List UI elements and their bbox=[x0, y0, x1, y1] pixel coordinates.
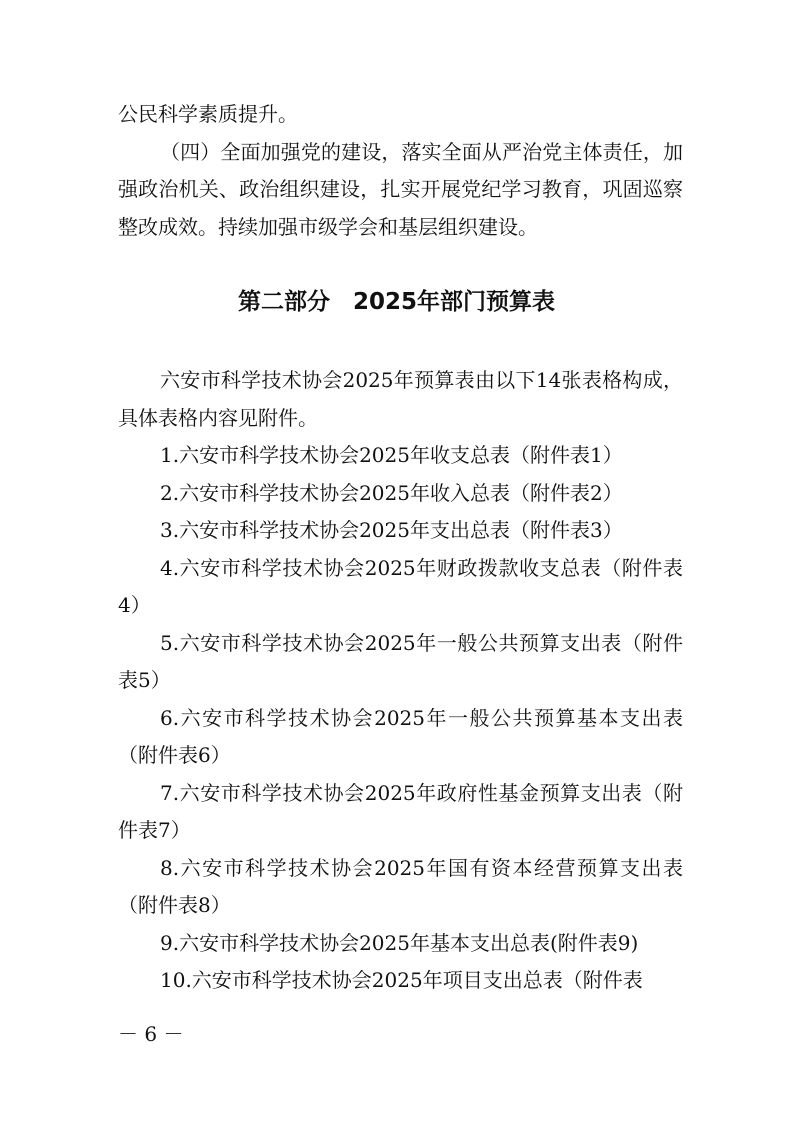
intro-paragraph: 六安市科学技术协会2025年预算表由以下14张表格构成，具体表格内容见附件。 bbox=[118, 368, 683, 430]
list-item: 7.六安市科学技术协会2025年政府性基金预算支出表（附件表7） bbox=[118, 780, 683, 842]
section-title: 第二部分 2025年部门预算表 bbox=[237, 289, 555, 315]
list-item: 2.六安市科学技术协会2025年收入总表（附件表2） bbox=[160, 480, 623, 505]
budget-table-list bbox=[118, 362, 683, 1000]
list-item: 8.六安市科学技术协会2025年国有资本经营预算支出表（附件表8） bbox=[118, 855, 683, 917]
list-item: 3.六安市科学技术协会2025年支出总表（附件表3） bbox=[160, 518, 623, 542]
list-item: 10.六安市科学技术协会2025年项目支出总表（附件表 bbox=[160, 968, 643, 992]
list-item: 1.六安市科学技术协会2025年收支总表（附件表1） bbox=[160, 443, 623, 467]
list-item: 5.六安市科学技术协会2025年一般公共预算支出表（附件表5） bbox=[118, 630, 683, 692]
list-item: 6.六安市科学技术协会2025年一般公共预算基本支出表（附件表6） bbox=[118, 705, 683, 767]
upper-section bbox=[118, 96, 683, 246]
list-item: 9.六安市科学技术协会2025年基本支出总表(附件表9) bbox=[160, 930, 639, 955]
page-number: － 6 － bbox=[118, 1022, 184, 1046]
list-item: 4.六安市科学技术协会2025年财政拨款收支总表（附件表4） bbox=[118, 555, 683, 617]
paragraph-continuation: 公民科学素质提升。 bbox=[118, 102, 298, 126]
paragraph-party-building: （四）全面加强党的建设，落实全面从严治党主体责任，加强政治机关、政治组织建设，扎实开展党纪学习教育，巩固巡察整改成效。持续加强市级学会和基层组织建设。 bbox=[118, 139, 683, 239]
